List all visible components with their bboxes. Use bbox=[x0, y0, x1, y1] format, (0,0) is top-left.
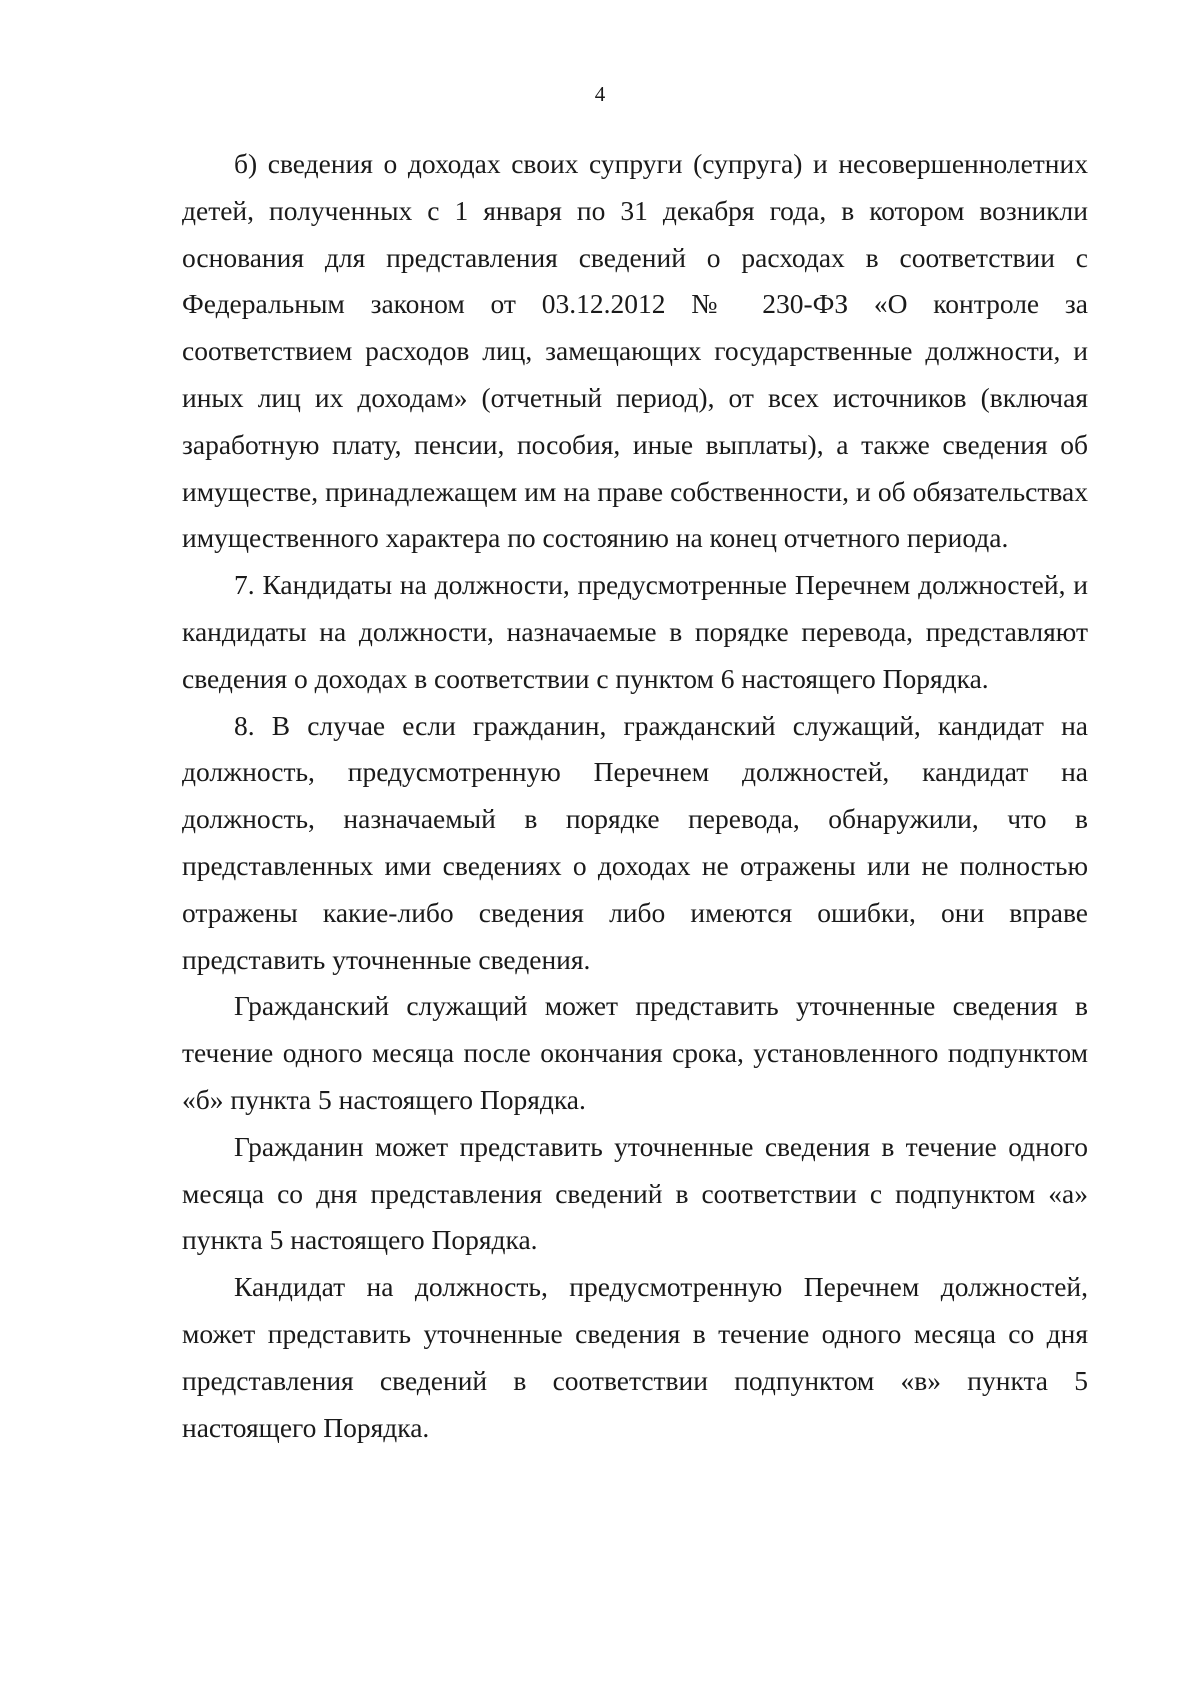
page-number: 4 bbox=[594, 82, 606, 106]
document-body bbox=[182, 141, 1088, 1451]
paragraph-8-citizen: Гражданин может представить уточненные сведения в течение одного месяца со дня представления сведений в соответствии с подпунктом «а» пункта 5 настоящего Порядка. bbox=[182, 1130, 1088, 1256]
paragraph-7: 7. Кандидаты на должности, предусмотренные Перечнем должностей, и кандидаты на должности, назначаемые в порядке перевода, представляют сведения о доходах в соответствии с пунктом 6 настоящего Порядка. bbox=[182, 569, 1088, 694]
paragraph-8-candidate: Кандидат на должность, предусмотренную Перечнем должностей, может представить уточненные сведения в течение одного месяца со дня представления сведений в соответствии подпунктом «в» пункта 5 настоящего Порядка. bbox=[182, 1271, 1088, 1443]
paragraph-8-civil-servant: Гражданский служащий может представить уточненные сведения в течение одного месяца после окончания срока, установленного подпунктом «б» пункта 5 настоящего Порядка. bbox=[182, 990, 1088, 1115]
paragraph-6b: б) сведения о доходах своих супруги (супруга) и несовершеннолетних детей, полученных с 1 января по 31 декабря года, в котором возникли основания для представления сведений о расходах в соответствии с Федеральным законом от 03.12.2012 № 230-ФЗ «О контроле за соответствием расходов лиц, замещающих государственные должности, и иных лиц их доходам» (отчетный период), от всех источников (включая заработную плату, пенсии, пособия, иные выплаты), а также сведения об имуществе, принадлежащем им на праве собственности, и об обязательствах имущественного характера по состоянию на конец отчетного периода. bbox=[182, 148, 1088, 554]
paragraph-8: 8. В случае если гражданин, гражданский служащий, кандидат на должность, предусмотренную Перечнем должностей, кандидат на должность, назначаемый в порядке перевода, обнаружили, что в представленных ими сведениях о доходах не отражены или не полностью отражены какие-либо сведения либо имеются ошибки, они вправе представить уточненные сведения. bbox=[182, 709, 1088, 975]
